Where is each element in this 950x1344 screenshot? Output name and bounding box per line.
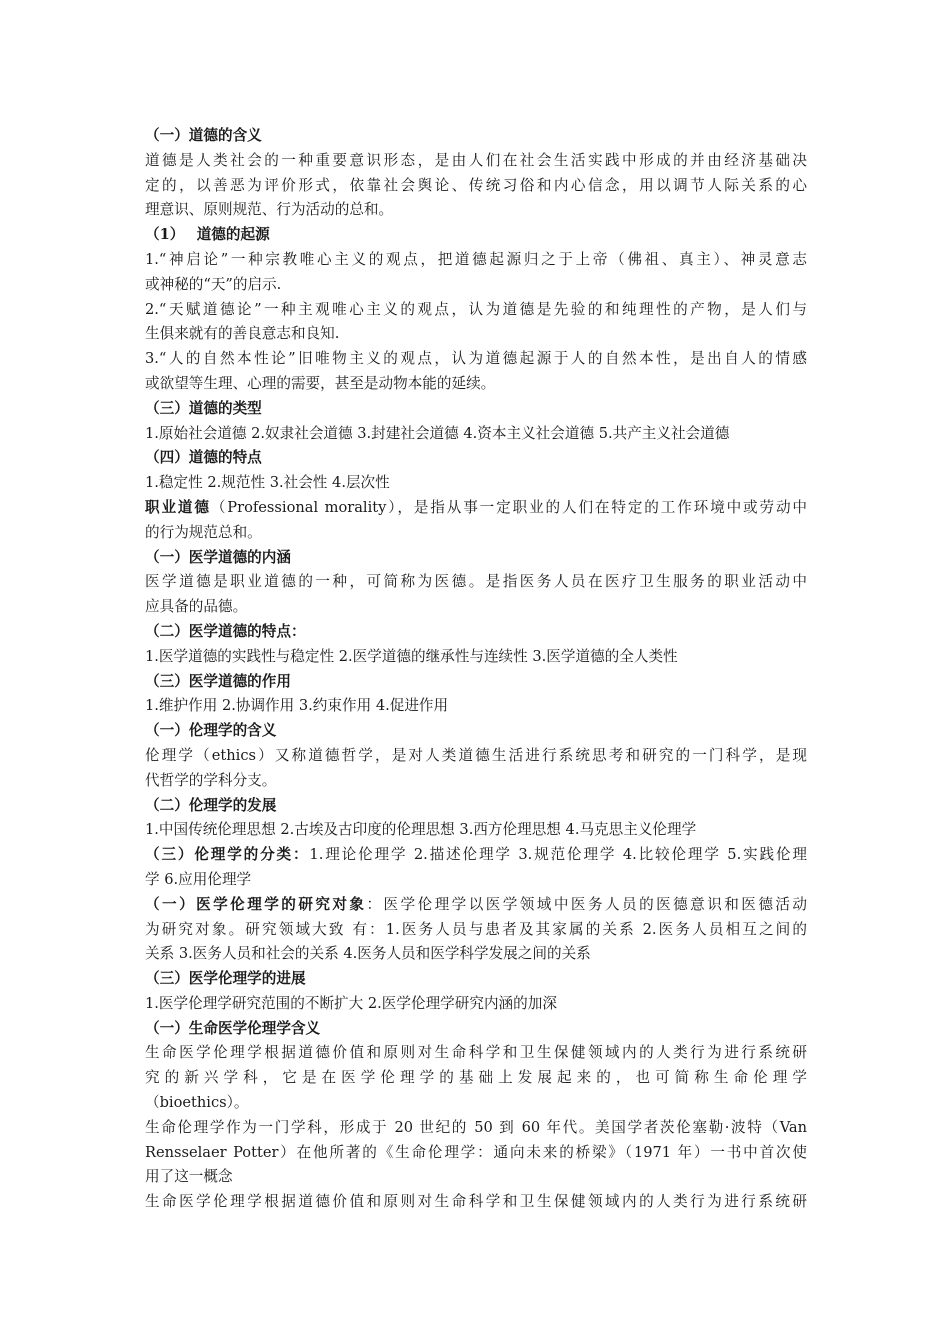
body-text-line: （bioethics）。 [145, 1094, 249, 1112]
body-text-line [145, 893, 807, 918]
body-text-line: 1.医学道德的实践性与稳定性 2.医学道德的继承性与连续性 3.医学道德的全人类性 [145, 647, 678, 665]
section-heading: （一）道德的含义 [145, 127, 262, 144]
body-text-line: 3.“人的自然本性论”旧唯物主义的观点，认为道德起源于人的自然本性，是出自人的情感 [145, 350, 807, 368]
body-text-line: 究的新兴学科，它是在医学伦理学的基础上发展起来的，也可简称生命伦理学 [145, 1069, 807, 1087]
section-heading: （一）伦理学的含义 [145, 722, 277, 740]
bold-term: 职业道德 [145, 498, 211, 516]
body-text-line: 1.“神启论”一种宗教唯心主义的观点，把道德起源归之于上帝（佛祖、真主）、神灵意志 [145, 250, 807, 268]
section-heading: （三）医学伦理学的进展 [145, 970, 306, 988]
body-text-line: 生命伦理学作为一门学科，形成于 20 世纪的 50 到 60 年代。美国学者茨伦塞勒·波特（Van [145, 1118, 807, 1136]
body-text-line: 医学道德是职业道德的一种，可简称为医德。是指医务人员在医疗卫生服务的职业活动中 [145, 573, 807, 591]
bold-term: （三）伦理学的分类： [145, 846, 310, 864]
body-text-line: 道德是人类社会的一种重要意识形态，是由人们在社会生活实践中形成的并由经济基础决 [145, 151, 807, 169]
body-text-line: 1.维护作用 2.协调作用 3.约束作用 4.促进作用 [145, 697, 449, 715]
body-text-line: 的行为规范总和。 [145, 523, 262, 541]
body-text-line: 理意识、原则规范、行为活动的总和。 [145, 201, 394, 219]
body-text-line: 或欲望等生理、心理的需要，甚至是动物本能的延续。 [145, 374, 496, 392]
section-heading: （一）医学道德的内涵 [145, 548, 291, 566]
section-heading: （三）医学道德的作用 [145, 672, 291, 690]
body-text-line: 用了这一概念 [145, 1168, 233, 1186]
body-text-line: 生命医学伦理学根据道德价值和原则对生命科学和卫生保健领域内的人类行为进行系统研 [145, 1193, 807, 1211]
section-heading: （1） 道德的起源 [145, 226, 270, 244]
section-heading: （三）道德的类型 [145, 399, 262, 417]
section-heading: （四）道德的特点 [145, 449, 262, 467]
term-definition: 1.理论伦理学 2.描述伦理学 3.规范伦理学 4.比较伦理学 5.实践伦理 [309, 846, 807, 864]
body-text-line: 1.稳定性 2.规范性 3.社会性 4.层次性 [145, 474, 390, 492]
term-definition: （Professional morality），是指从事一定职业的人们在特定的工作环境中或劳动中 [210, 498, 807, 516]
body-text-line: 或神秘的“天”的启示. [145, 275, 282, 293]
section-heading: （一）生命医学伦理学含义 [145, 1019, 321, 1037]
body-text-line: 代哲学的学科分支。 [145, 771, 277, 789]
term-definition: ：医学伦理学以医学领域中医务人员的医德意识和医德活动 [366, 895, 807, 913]
body-text-line [145, 843, 807, 868]
document-page [145, 124, 807, 1215]
body-text-line: 生俱来就有的善良意志和良知. [145, 325, 340, 343]
body-text-line: 2.“天赋道德论”一种主观唯心主义的观点，认为道德是先验的和纯理性的产物，是人们与 [145, 300, 807, 318]
body-text-line: 关系 3.医务人员和社会的关系 4.医务人员和医学科学发展之间的关系 [145, 945, 591, 963]
body-text-line: 1.中国传统伦理思想 2.古埃及古印度的伦理思想 3.西方伦理思想 4.马克思主义伦理学 [145, 821, 697, 839]
body-text-line: 生命医学伦理学根据道德价值和原则对生命科学和卫生保健领域内的人类行为进行系统研 [145, 1044, 807, 1062]
body-text-line: 伦理学（ethics）又称道德哲学，是对人类道德生活进行系统思考和研究的一门科学，是现 [145, 746, 807, 764]
body-text-line: 1.医学伦理学研究范围的不断扩大 2.医学伦理学研究内涵的加深 [145, 994, 557, 1012]
bold-term: （一）医学伦理学的研究对象 [145, 895, 367, 913]
section-heading: （二）伦理学的发展 [145, 796, 277, 814]
body-text-line: 定的，以善恶为评价形式，依靠社会舆论、传统习俗和内心信念，用以调节人际关系的心 [145, 176, 807, 194]
body-text-line: 应具备的品德。 [145, 598, 248, 616]
body-text-line: 学 6.应用伦理学 [145, 870, 252, 888]
body-text-line: 1.原始社会道德 2.奴隶社会道德 3.封建社会道德 4.资本主义社会道德 5.共产主义社会道德 [145, 424, 730, 442]
body-text-line: 为研究对象。研究领域大致 有：1.医务人员与患者及其家属的关系 2.医务人员相互之间的 [145, 920, 807, 938]
body-text-line: Rensselaer Potter）在他所著的《生命伦理学：通向未来的桥梁》（1971 年）一书中首次使 [145, 1143, 807, 1161]
section-heading: （二）医学道德的特点： [145, 622, 306, 640]
body-text-line [145, 496, 807, 521]
